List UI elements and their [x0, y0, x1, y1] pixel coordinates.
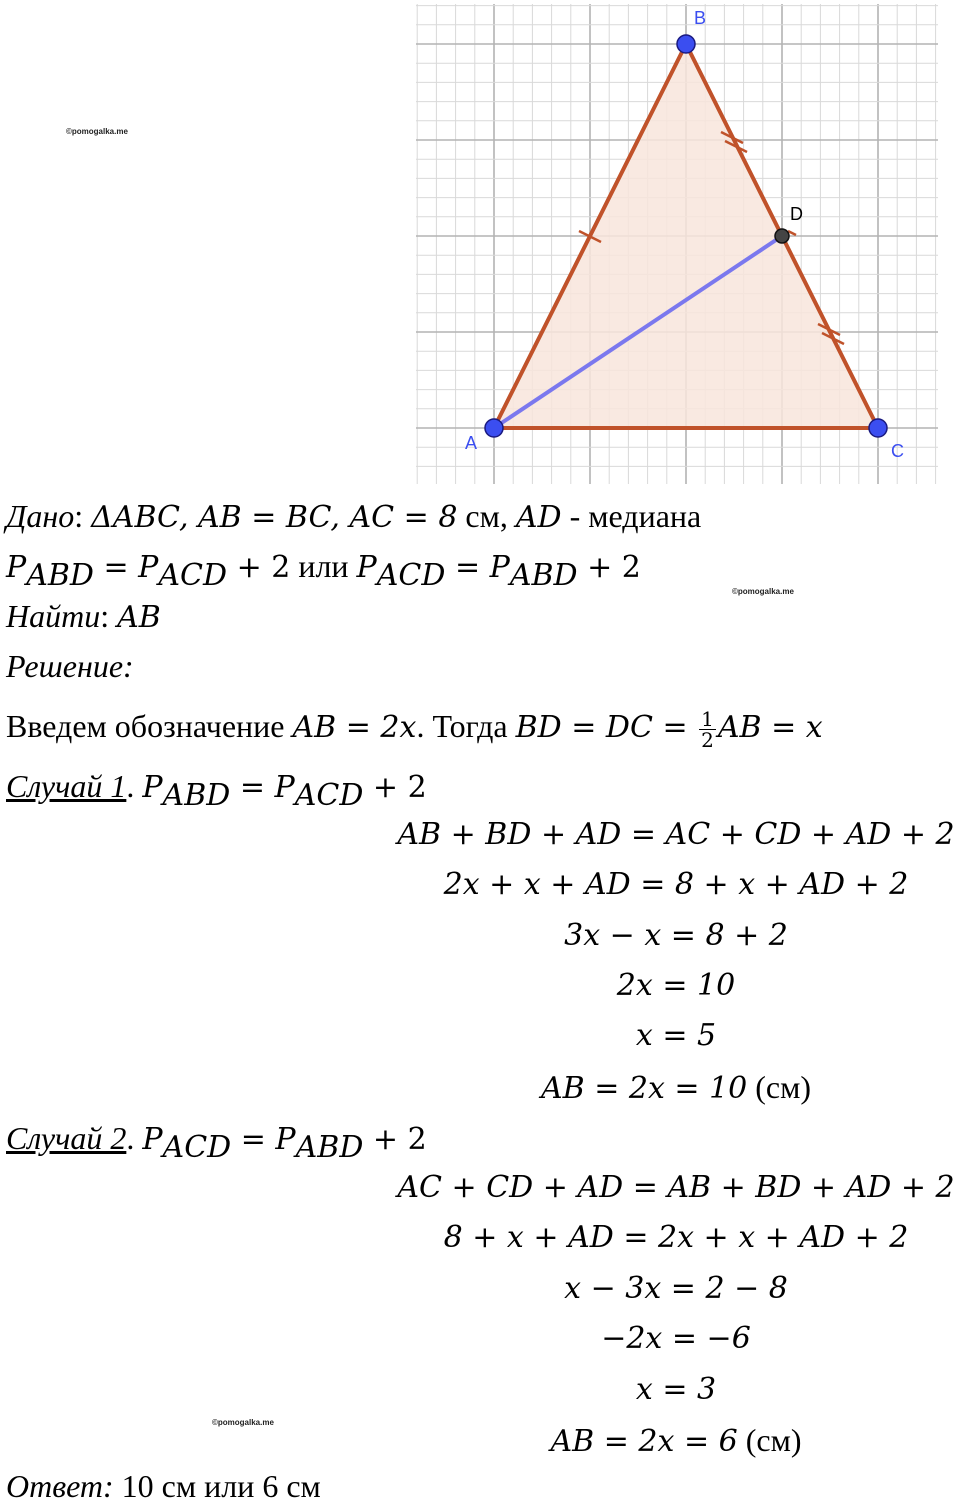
case2-step-2: 8 + x + AD = 2x + x + AD + 2 [443, 1220, 909, 1255]
given-ad: AD [515, 500, 562, 535]
find-value: AB [117, 600, 161, 635]
case1-label: Случай 1 [6, 768, 127, 804]
equals-sign: = [445, 550, 490, 585]
perimeter-symbol: P [489, 550, 510, 585]
answer-line [6, 1466, 321, 1506]
label-a: A [465, 433, 478, 453]
case2-step-4: −2x = −6 [601, 1321, 751, 1356]
perimeter-subscript: ACD [376, 558, 446, 593]
triangle-figure [410, 0, 940, 486]
point-d [775, 229, 789, 243]
or-word: или [290, 548, 357, 584]
perimeter-subscript: ACD [294, 778, 364, 813]
plus-two: + 2 [577, 550, 641, 585]
solution-heading: Решение: [6, 648, 134, 684]
perimeter-subscript: ABD [162, 778, 231, 813]
answer-label: Ответ: [6, 1468, 114, 1504]
perimeter-symbol: P [275, 1122, 296, 1157]
perimeter-symbol: P [142, 770, 163, 805]
case2-result-unit: (см) [737, 1422, 802, 1458]
case1-result-eq: AB = 2x = 10 [540, 1071, 748, 1106]
fraction-denominator: 2 [701, 728, 714, 753]
label-b: B [694, 8, 707, 28]
watermark: ©pomogalka.me [732, 587, 794, 596]
case-dot: . [126, 1120, 143, 1156]
given-statement: ΔABC, AB = BC, AC = 8 [91, 500, 458, 535]
fraction-numerator: 1 [701, 707, 714, 732]
perimeter-symbol: P [356, 550, 377, 585]
intro-line [6, 702, 823, 752]
find-colon: : [100, 598, 110, 634]
equals-sign: = [231, 1122, 276, 1157]
perimeter-subscript: ACD [162, 1130, 232, 1165]
case1-step-3: 3x − x = 8 + 2 [564, 918, 788, 953]
given-line [6, 496, 701, 538]
case2-label: Случай 2 [6, 1120, 127, 1156]
intro-eq: AB = x [717, 710, 823, 745]
find-label: Найти [6, 598, 101, 634]
plus-two: + 2 [363, 1122, 427, 1157]
case1-step-1: AB + BD + AD = AC + CD + AD + 2 [397, 817, 955, 852]
case2-step-1: AC + CD + AD = AB + BD + AD + 2 [397, 1170, 955, 1205]
given-colon: : [74, 498, 84, 534]
condition-line [6, 546, 641, 593]
watermark: ©pomogalka.me [66, 127, 128, 136]
perimeter-subscript: ABD [26, 558, 94, 593]
watermark: ©pomogalka.me [212, 1418, 274, 1427]
perimeter-subscript: ACD [158, 558, 228, 593]
case1-heading [6, 766, 427, 813]
case1-result-unit: (см) [747, 1069, 812, 1105]
given-unit: см, [457, 498, 516, 534]
equals-sign: = [93, 550, 139, 585]
case1-step-5: x = 5 [635, 1018, 717, 1053]
perimeter-symbol: P [6, 550, 27, 585]
case2-result-eq: AB = 2x = 6 [550, 1424, 738, 1459]
label-d: D [790, 204, 803, 224]
perimeter-symbol: P [142, 1122, 163, 1157]
point-c [869, 419, 887, 437]
intro-eq: BD = DC = [515, 710, 698, 745]
point-b [677, 35, 695, 53]
case1-step-4: 2x = 10 [616, 968, 736, 1003]
case-dot: . [126, 768, 143, 804]
case1-step-2: 2x + x + AD = 8 + x + AD + 2 [443, 867, 909, 902]
perimeter-symbol: P [274, 770, 295, 805]
intro-text: . Тогда [416, 708, 516, 744]
plus-two: + 2 [363, 770, 427, 805]
perimeter-symbol: P [138, 550, 159, 585]
equals-sign: = [230, 770, 275, 805]
case1-result [370, 1067, 960, 1109]
case2-heading [6, 1118, 427, 1165]
intro-text: Введем обозначение [6, 708, 293, 744]
given-label: Дано [6, 498, 75, 534]
plus-two: + 2 [227, 550, 291, 585]
perimeter-subscript: ABD [509, 558, 578, 593]
given-median: - медиана [561, 498, 702, 534]
case2-result [370, 1420, 960, 1462]
point-a [485, 419, 503, 437]
find-line [6, 596, 161, 638]
fraction-one-half [699, 707, 716, 753]
perimeter-subscript: ABD [295, 1130, 364, 1165]
case2-step-3: x − 3x = 2 − 8 [564, 1271, 788, 1306]
intro-eq: AB = 2x [292, 710, 417, 745]
answer-value: 10 см или 6 см [113, 1468, 321, 1504]
label-c: C [891, 441, 904, 461]
case2-step-5: x = 3 [635, 1372, 717, 1407]
